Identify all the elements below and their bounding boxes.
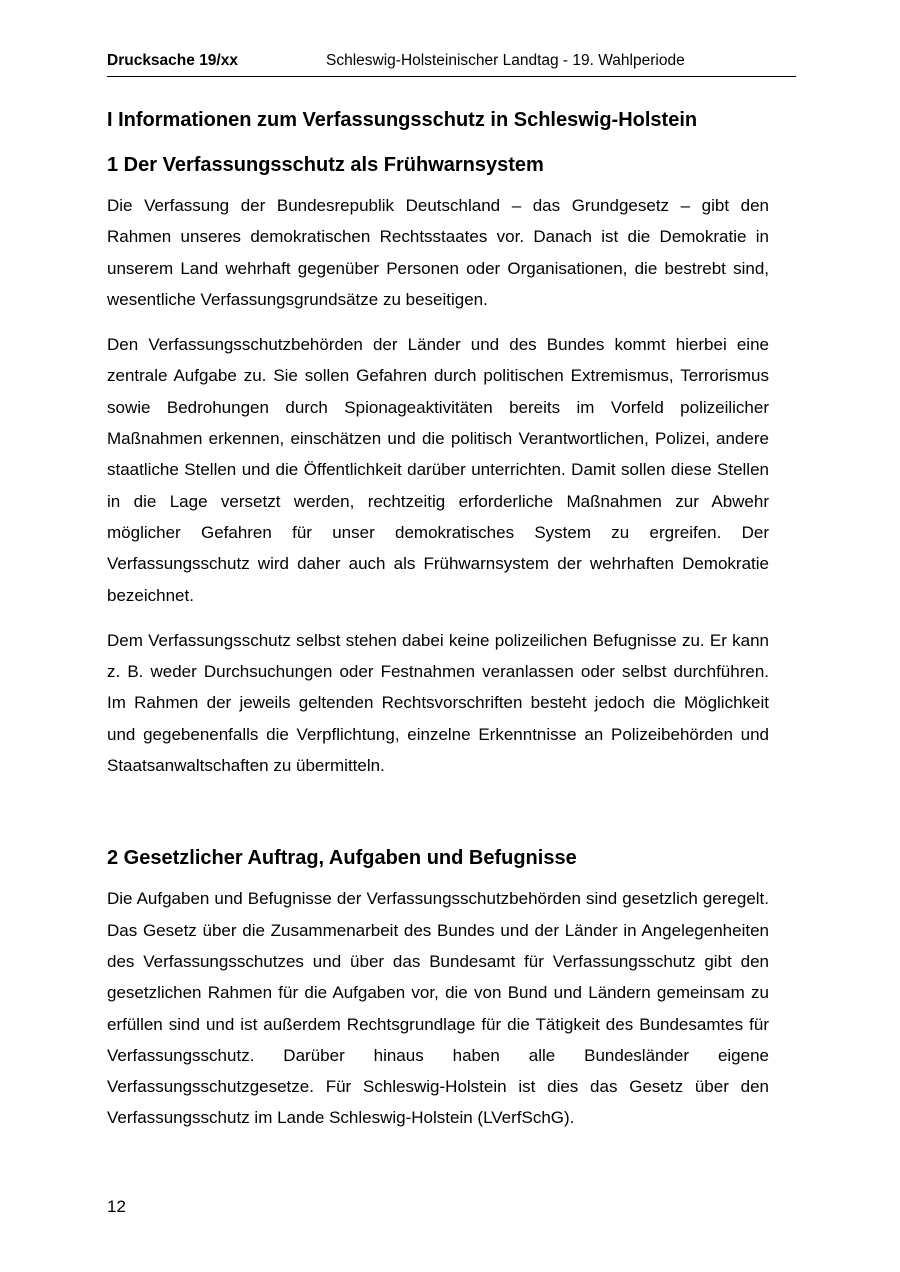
parliament-period: Schleswig-Holsteinischer Landtag - 19. Wahlperiode <box>326 52 685 69</box>
section-1-paragraph-2: Den Verfassungsschutzbehörden der Länder und des Bundes kommt hierbei eine zentrale Aufgabe zu. Sie sollen Gefahren durch politischen Extremismus, Terrorismus sowie Bedrohungen durch Spionageaktivitäten bereits im Vorfeld polizeilicher Maßnahmen erkennen, einschätzen und die politisch Verantwortlichen, Polizei, andere staatliche Stellen und die Öffentlichkeit darüber unterrichten. Damit sollen diese Stellen in die Lage versetzt werden, rechtzeitig erforderliche Maßnahmen zur Abwehr möglicher Gefahren für unser demokratisches System zu ergreifen. Der Verfassungsschutz wird daher auch als Frühwarnsystem der wehrhaften Demokratie bezeichnet. <box>107 335 769 605</box>
section-1-paragraph-3: Dem Verfassungsschutz selbst stehen dabei keine polizeilichen Befugnisse zu. Er kann z. B. weder Durchsuchungen oder Festnahmen veranlassen oder selbst durchführen. Im Rahmen der jeweils geltenden Rechtsvorschriften besteht jedoch die Möglichkeit und gegebenenfalls die Verpflichtung, einzelne Erkenntnisse an Polizeibehörden und Staatsanwaltschaften zu übermitteln. <box>107 630 769 776</box>
running-header <box>107 50 796 77</box>
section-2-paragraph-1: Die Aufgaben und Befugnisse der Verfassungsschutzbehörden sind gesetzlich geregelt. Das Gesetz über die Zusammenarbeit des Bundes und der Länder in Angelegenheiten des Verfassungsschutzes und über das Bundesamt für Verfassungsschutz gibt den gesetzlichen Rahmen für die Aufgaben vor, die von Bund und Ländern gemeinsam zu erfüllen sind und ist außerdem Rechtsgrundlage für die Tätigkeit des Bundesamtes für Verfassungsschutz. Darüber hinaus haben alle Bundesländer eigene Verfassungsschutzgesetze. Für Schleswig-Holstein ist dies das Gesetz über den Verfassungsschutz im Lande Schleswig-Holstein (LVerfSchG). <box>107 889 769 1128</box>
part-title: I Informationen zum Verfassungsschutz in Schleswig-Holstein <box>107 109 698 131</box>
section-2-title: 2 Gesetzlicher Auftrag, Aufgaben und Befugnisse <box>107 847 577 870</box>
section-1-title: 1 Der Verfassungsschutz als Frühwarnsystem <box>107 154 544 176</box>
document-number: Drucksache 19/xx <box>107 52 238 69</box>
section-1-paragraph-1: Die Verfassung der Bundesrepublik Deutschland – das Grundgesetz – gibt den Rahmen unseres demokratischen Rechtsstaates vor. Danach ist die Demokratie in unserem Land wehrhaft gegenüber Personen oder Organisationen, die bestrebt sind, wesentliche Verfassungsgrundsätze zu beseitigen. <box>107 196 769 309</box>
document-body <box>107 105 769 1134</box>
page-number: 12 <box>107 1197 126 1216</box>
